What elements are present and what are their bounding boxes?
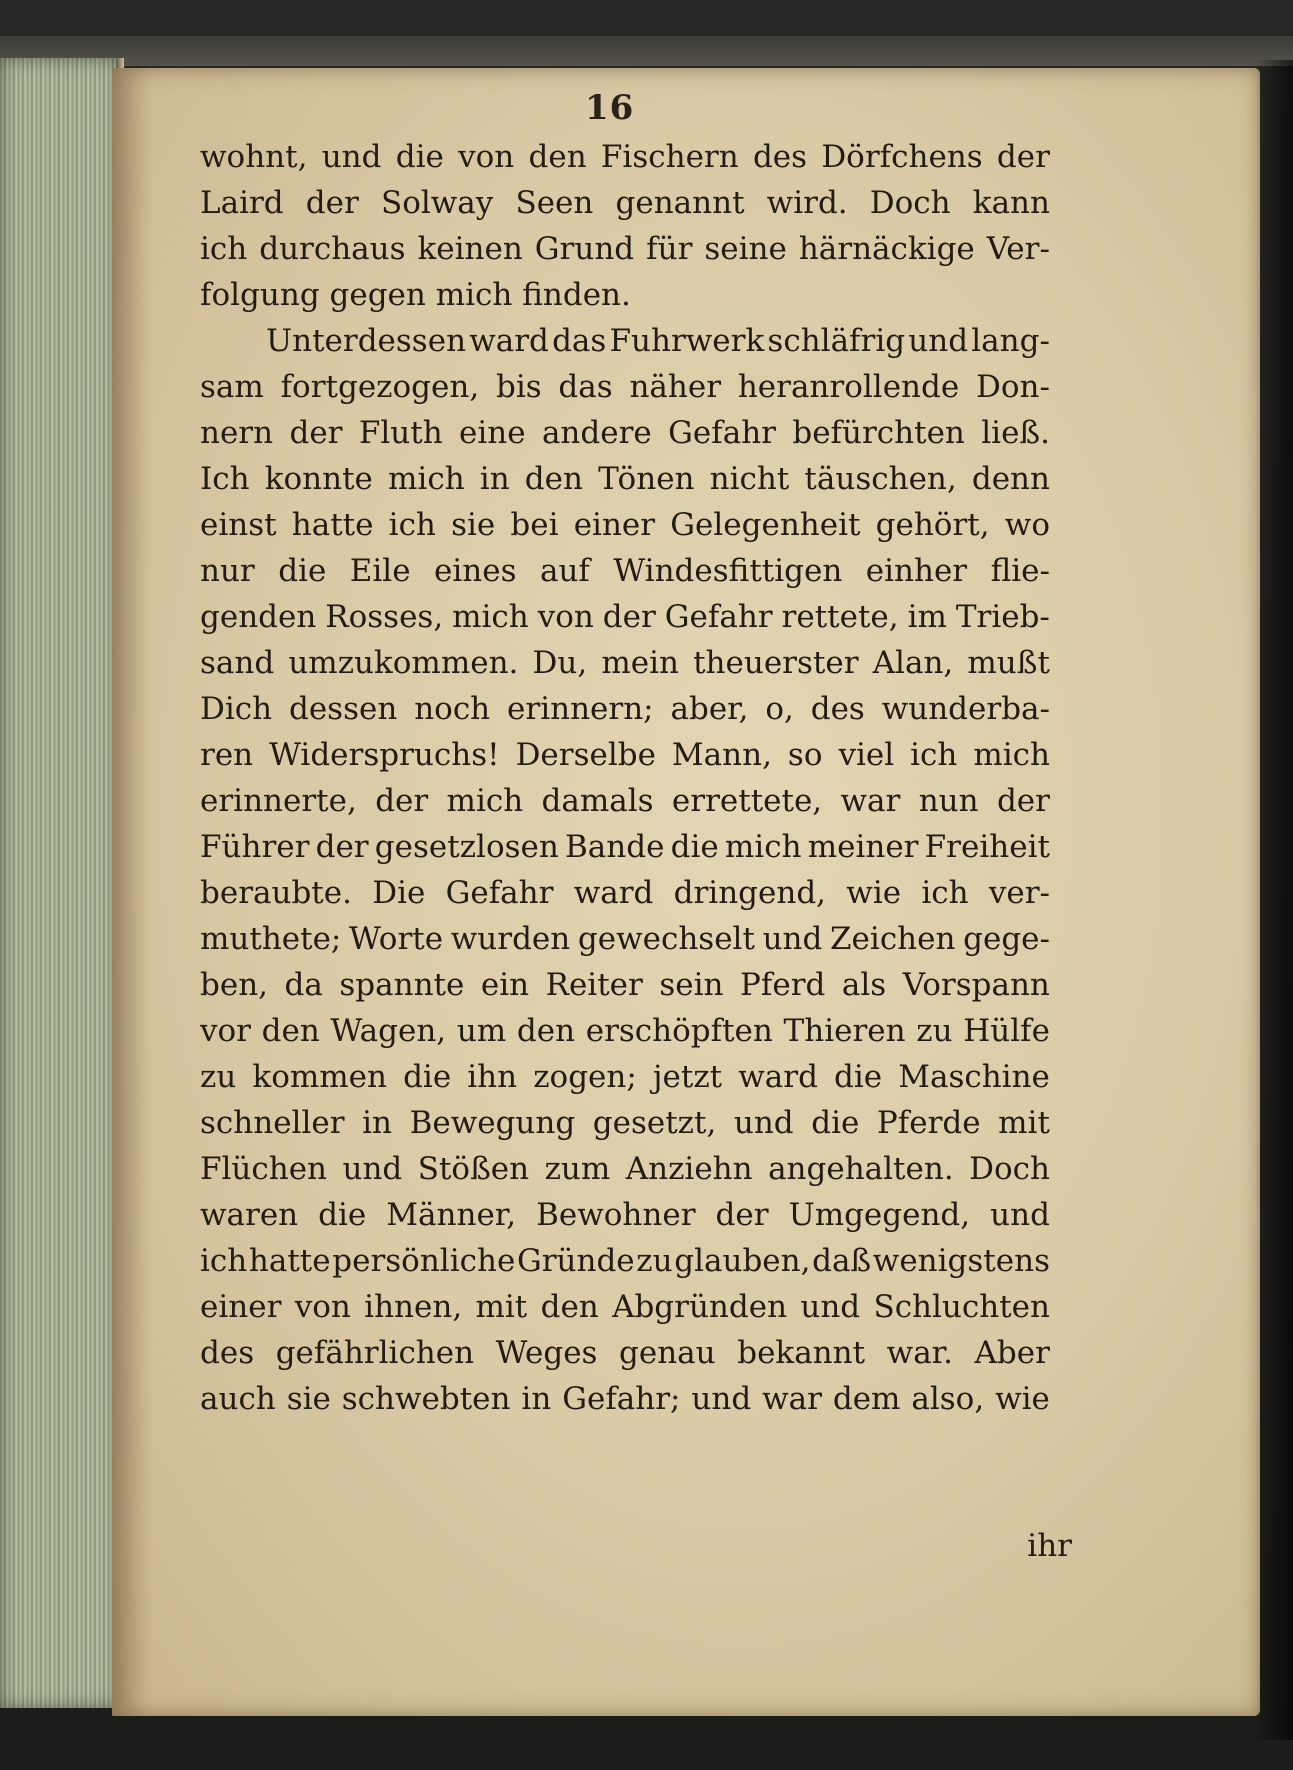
gutter-shadow [1255, 60, 1293, 1740]
text-line: einer von ihnen, mit den Abgründen und Schluchten [200, 1289, 1050, 1325]
text-line: Unterdessen ward das Fuhrwerk schläfrig und lang- [266, 323, 1050, 359]
text-line: einst hatte ich sie bei einer Gelegenheit gehört, wo [200, 507, 1050, 543]
page-number: 16 [585, 88, 635, 128]
text-line: schneller in Bewegung gesetzt, und die Pferde mit [200, 1105, 1050, 1141]
text-line: beraubte. Die Gefahr ward dringend, wie ich ver- [200, 875, 1050, 911]
text-line: ich durchaus keinen Grund für seine härnäckige Ver- [200, 231, 1050, 267]
text-line: Laird der Solway Seen genannt wird. Doch kann [200, 185, 1050, 221]
binding-edge [0, 36, 1293, 66]
text-line: Führer der gesetzlosen Bande die mich meiner Freiheit [200, 829, 1050, 865]
text-line: sam fortgezogen, bis das näher heranrollende Don- [200, 369, 1050, 405]
text-line: ren Widerspruchs! Derselbe Mann, so viel ich mich [200, 737, 1050, 773]
text-line: waren die Männer, Bewohner der Umgegend, und [200, 1197, 1050, 1233]
catchword: ihr [1027, 1528, 1072, 1564]
page-edges [0, 58, 122, 1708]
text-line: nur die Eile eines auf Windesfittigen einher flie- [200, 553, 1050, 589]
text-line: nern der Fluth eine andere Gefahr befürchten ließ. [200, 415, 1050, 451]
text-line: ben, da spannte ein Reiter sein Pferd als Vorspann [200, 967, 1050, 1003]
text-line: des gefährlichen Weges genau bekannt war. Aber [200, 1335, 1050, 1371]
text-line: auch sie schwebten in Gefahr; und war dem also, wie [200, 1381, 1050, 1417]
text-line: wohnt, und die von den Fischern des Dörfchens der [200, 139, 1050, 175]
text-line: vor den Wagen, um den erschöpften Thieren zu Hülfe [200, 1013, 1050, 1049]
text-line: genden Rosses, mich von der Gefahr rettete, im Trieb- [200, 599, 1050, 635]
text-line: zu kommen die ihn zogen; jetzt ward die Maschine [200, 1059, 1050, 1095]
text-line: Flüchen und Stößen zum Anziehn angehalten. Doch [200, 1151, 1050, 1187]
text-line: muthete; Worte wurden gewechselt und Zeichen gege- [200, 921, 1050, 957]
text-line: Ich konnte mich in den Tönen nicht täuschen, denn [200, 461, 1050, 497]
body-text [200, 134, 1050, 1422]
text-line: ich hatte persönliche Gründe zu glauben, daß wenigstens [200, 1243, 1050, 1279]
text-line: folgung gegen mich finden. [200, 277, 631, 313]
text-line: erinnerte, der mich damals errettete, war nun der [200, 783, 1050, 819]
text-line: Dich dessen noch erinnern; aber, o, des wunderba- [200, 691, 1050, 727]
text-line: sand umzukommen. Du, mein theuerster Alan, mußt [200, 645, 1050, 681]
